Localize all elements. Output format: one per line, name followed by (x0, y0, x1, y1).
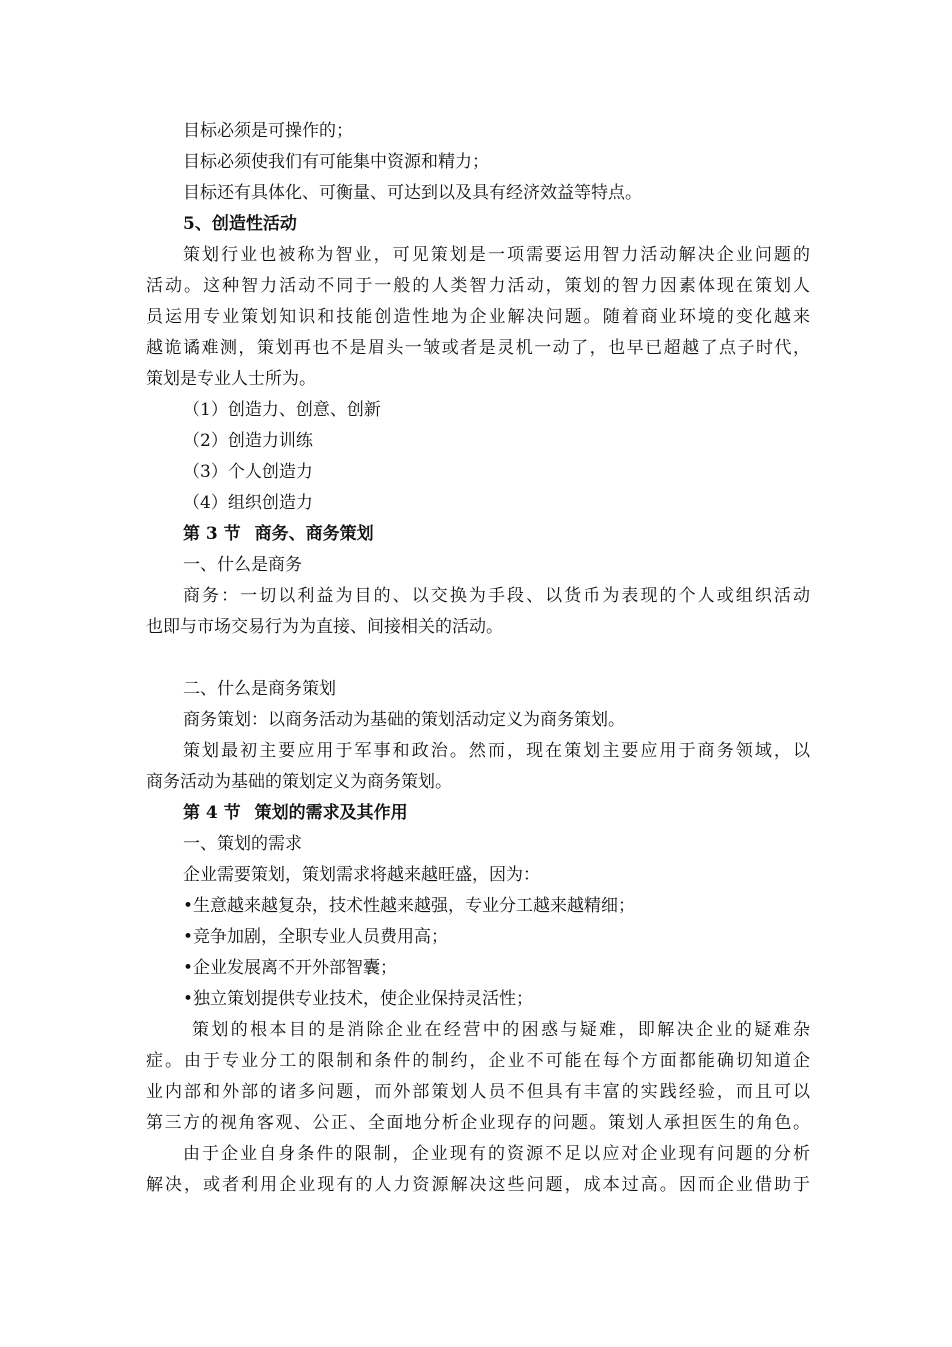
paragraph-line: 也即与市场交易行为为直接、间接相关的活动。 (146, 617, 503, 637)
paragraph-line: 策划最初主要应用于军事和政治。然而，现在策划主要应用于商务领域，以 (183, 741, 810, 761)
paragraph-line: 商务策划：以商务活动为基础的策划活动定义为商务策划。 (183, 710, 625, 730)
paragraph-line: 越诡谲难测，策划再也不是眉头一皱或者是灵机一动了，也早已超越了点子时代， (146, 338, 810, 358)
chapter-number: 第 3 节 (183, 524, 241, 544)
paragraph-line: 活动。这种智力活动不同于一般的人类智力活动，策划的智力因素体现在策划人 (146, 276, 810, 296)
blank-line (146, 643, 810, 674)
list-item: （3）个人创造力 (183, 462, 313, 482)
text-line: 目标必须使我们有可能集中资源和精力； (183, 152, 489, 172)
text-line: 目标必须是可操作的； (183, 121, 353, 141)
list-item: （2）创造力训练 (183, 431, 313, 451)
paragraph-line: 第三方的视角客观、公正、全面地分析企业现存的问题。策划人承担医生的角色。 (146, 1113, 810, 1133)
section-heading: 5、创造性活动 (183, 214, 297, 234)
document-page (146, 116, 810, 1201)
subheading: 一、策划的需求 (183, 834, 302, 854)
chapter-number: 第 4 节 (183, 803, 241, 823)
bullet-item: •竞争加剧，全职专业人员费用高； (183, 927, 449, 947)
paragraph-line: 商务：一切以利益为目的、以交换为手段、以货币为表现的个人或组织活动 (183, 586, 810, 606)
paragraph-line: 商务活动为基础的策划定义为商务策划。 (146, 772, 452, 792)
paragraph-line: 企业需要策划，策划需求将越来越旺盛，因为： (183, 865, 540, 885)
bullet-item: •独立策划提供专业技术，使企业保持灵活性； (183, 989, 534, 1009)
paragraph-line: 业内部和外部的诸多问题，而外部策划人员不但具有丰富的实践经验，而且可以 (146, 1082, 810, 1102)
paragraph-line: 解决，或者利用企业现有的人力资源解决这些问题，成本过高。因而企业借助于 (146, 1175, 810, 1195)
chapter-title: 商务、商务策划 (254, 524, 374, 544)
bullet-item: •企业发展离不开外部智囊； (183, 958, 398, 978)
list-item: （4）组织创造力 (183, 493, 313, 513)
subheading: 二、什么是商务策划 (183, 679, 336, 699)
text-line: 目标还有具体化、可衡量、可达到以及具有经济效益等特点。 (183, 183, 642, 203)
paragraph-line: 策划是专业人士所为。 (146, 369, 316, 389)
paragraph-line: 员运用专业策划知识和技能创造性地为企业解决问题。随着商业环境的变化越来 (146, 307, 810, 327)
paragraph-line: 策划行业也被称为智业，可见策划是一项需要运用智力活动解决企业问题的 (183, 245, 810, 265)
paragraph-line: 由于企业自身条件的限制，企业现有的资源不足以应对企业现有问题的分析 (183, 1144, 810, 1164)
bullet-item: •生意越来越复杂，技术性越来越强，专业分工越来越精细； (183, 896, 636, 916)
paragraph-line: 策划的根本目的是消除企业在经营中的困惑与疑难，即解决企业的疑难杂 (192, 1020, 810, 1040)
paragraph-line: 症。由于专业分工的限制和条件的制约，企业不可能在每个方面都能确切知道企 (146, 1051, 810, 1071)
chapter-heading (146, 519, 810, 550)
subheading: 一、什么是商务 (183, 555, 302, 575)
chapter-title: 策划的需求及其作用 (254, 803, 408, 823)
list-item: （1）创造力、创意、创新 (183, 400, 381, 420)
chapter-heading (146, 798, 810, 829)
